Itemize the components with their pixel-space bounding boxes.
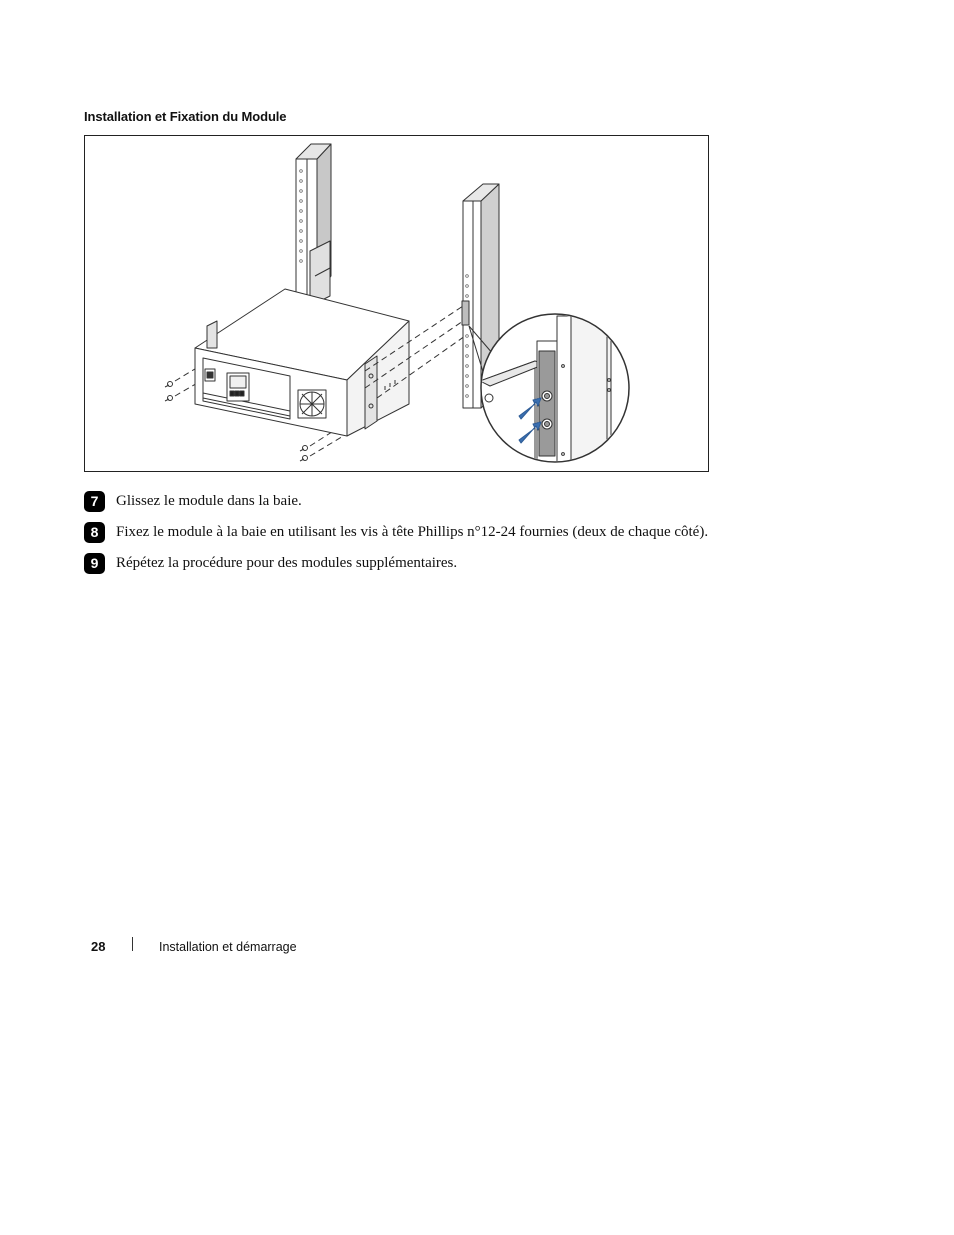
- step-item: [84, 521, 708, 543]
- step-item: [84, 552, 457, 574]
- step-number-badge: 7: [84, 491, 105, 512]
- step-text: Fixez le module à la baie en utilisant les vis à tête Phillips n°12-24 fournies (deux de chaque côté).: [116, 523, 709, 540]
- step-number-badge: 8: [84, 522, 105, 543]
- footer-divider: [132, 937, 133, 951]
- page-number: 28: [91, 939, 106, 954]
- rack-rail-illustration: [296, 144, 331, 306]
- zoom-detail-illustration: [480, 314, 629, 471]
- installation-figure: [84, 135, 709, 472]
- section-title: Installation et Fixation du Module: [84, 109, 287, 124]
- chapter-title: Installation et démarrage: [159, 940, 297, 954]
- step-text: Glissez le module dans la baie.: [116, 492, 302, 509]
- step-text: Répétez la procédure pour des modules supplémentaires.: [116, 554, 458, 571]
- ups-module-illustration: [195, 289, 409, 436]
- step-number-badge: 9: [84, 553, 105, 574]
- step-item: [84, 490, 302, 512]
